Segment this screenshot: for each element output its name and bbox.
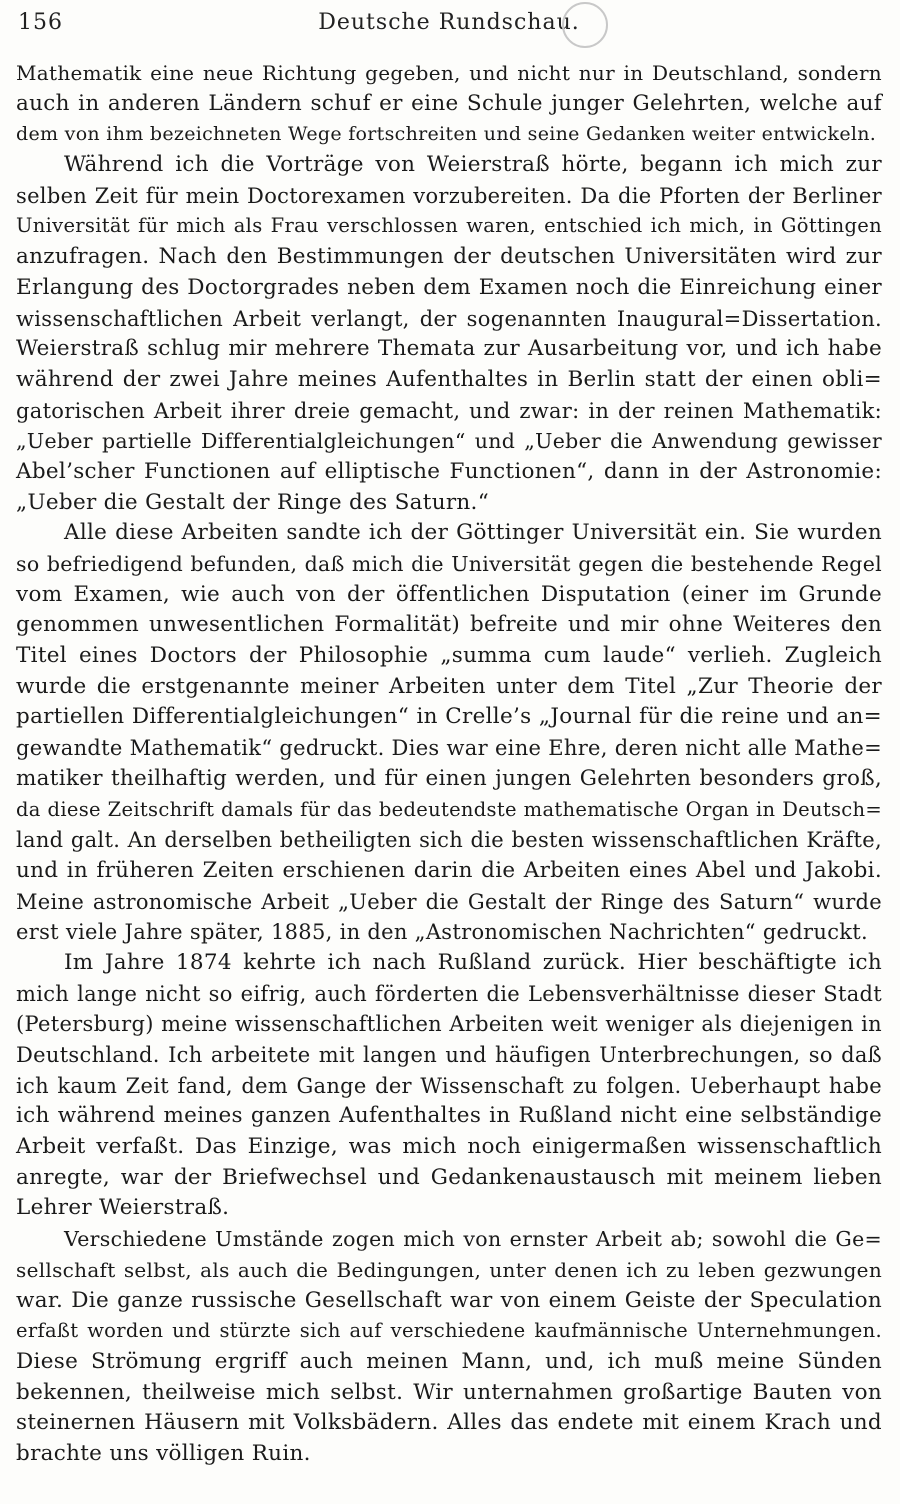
- text-line: Arbeit verfaßt. Das Einzige, was mich noch einigermaßen wissenschaftlich: [16, 1134, 882, 1160]
- body-text: [16, 58, 882, 1470]
- text-line: mich lange nicht so eifrig, auch förderten die Lebensverhältnisse dieser Stadt: [16, 981, 882, 1006]
- text-line: Abel’scher Functionen auf elliptische Functionen“, dann in der Astronomie:: [16, 458, 882, 484]
- text-line: Titel eines Doctors der Philosophie „summa cum laude“ verlieh. Zugleich: [16, 643, 882, 669]
- text-line: sellschaft selbst, als auch die Bedingungen, unter denen ich zu leben gezwungen: [16, 1257, 882, 1282]
- text-line: während der zwei Jahre meines Aufenthaltes in Berlin statt der einen obli=: [16, 366, 882, 392]
- text-line: genommen unwesentlichen Formalität) befreite und mir ohne Weiteres den: [16, 612, 882, 638]
- text-line: Weierstraß schlug mir mehrere Themata zur Ausarbeitung vor, und ich habe: [16, 336, 882, 362]
- text-line: land galt. An derselben betheiligten sich die besten wissenschaftlichen Kräfte,: [16, 828, 882, 853]
- text-line: Deutschland. Ich arbeitete mit langen und häufigen Unterbrechungen, so daß: [16, 1043, 882, 1067]
- text-line: Meine astronomische Arbeit „Ueber die Gestalt der Ringe des Saturn“ wurde: [16, 889, 882, 914]
- text-line: anregte, war der Briefwechsel und Gedankenaustausch mit meinem lieben: [16, 1164, 882, 1190]
- text-line: so befriedigend befunden, daß mich die Universität gegen die bestehende Regel: [16, 552, 882, 576]
- text-line: Verschiedene Umstände zogen mich von ernster Arbeit ab; sowohl die Ge=: [64, 1227, 882, 1252]
- text-line: und in früheren Zeiten erschienen darin die Arbeiten eines Abel und Jakobi.: [16, 857, 882, 883]
- text-line: partiellen Differentialgleichungen“ in Crelle’s „Journal für die reine und an=: [16, 704, 882, 730]
- text-line: anzufragen. Nach den Bestimmungen der deutschen Universitäten wird zur: [16, 244, 882, 270]
- text-line: bekennen, theilweise mich selbst. Wir unternahmen großartige Bauten von: [16, 1379, 882, 1405]
- journal-title: Deutsche Rundschau.: [318, 10, 580, 35]
- text-line: ich kaum Zeit fand, dem Gange der Wissenschaft zu folgen. Ueberhaupt habe: [16, 1073, 882, 1098]
- text-line: Mathematik eine neue Richtung gegeben, und nicht nur in Deutschland, sondern: [16, 61, 882, 85]
- text-line: brachte uns völligen Ruin.: [16, 1440, 311, 1466]
- text-line: wurde die erstgenannte meiner Arbeiten unter dem Titel „Zur Theorie der: [16, 673, 882, 699]
- library-stamp-circle: [562, 2, 608, 48]
- text-line: erst viele Jahre später, 1885, in den „Astronomischen Nachrichten“ gedruckt.: [16, 920, 868, 945]
- text-line: Lehrer Weierstraß.: [16, 1195, 230, 1221]
- text-line: Alle diese Arbeiten sandte ich der Göttinger Universität ein. Sie wurden: [64, 520, 882, 546]
- text-line: gatorischen Arbeit ihrer dreie gemacht, und zwar: in der reinen Mathematik:: [16, 398, 882, 423]
- text-line: Universität für mich als Frau verschlossen waren, entschied ich mich, in Göttingen: [16, 214, 882, 238]
- text-line: wissenschaftlichen Arbeit verlangt, der sogenannten Inaugural=Dissertation.: [16, 306, 882, 331]
- text-line: auch in anderen Ländern schuf er eine Schule junger Gelehrten, welche auf: [16, 90, 882, 116]
- text-line: dem von ihm bezeichneten Wege fortschreiten und seine Gedanken weiter entwickeln.: [16, 123, 877, 146]
- text-line: ich während meines ganzen Aufenthaltes in Rußland nicht eine selbständige: [16, 1103, 882, 1129]
- page-number: 156: [18, 10, 63, 35]
- text-line: selben Zeit für mein Doctorexamen vorzubereiten. Da die Pforten der Berliner: [16, 183, 882, 208]
- text-line: gewandte Mathematik“ gedruckt. Dies war eine Ehre, deren nicht alle Mathe=: [16, 736, 882, 761]
- text-line: Im Jahre 1874 kehrte ich nach Rußland zurück. Hier beschäftigte ich: [64, 949, 882, 975]
- running-head: [18, 8, 880, 38]
- text-line: da diese Zeitschrift damals für das bedeutendste mathematische Organ in Deutsch=: [16, 797, 882, 821]
- text-line: Erlangung des Doctorgrades neben dem Examen noch die Einreichung einer: [16, 274, 882, 300]
- text-line: vom Examen, wie auch von der öffentlichen Disputation (einer im Grunde: [16, 581, 882, 607]
- text-line: Während ich die Vorträge von Weierstraß hörte, begann ich mich zur: [64, 152, 882, 178]
- text-line: erfaßt worden und stürzte sich auf verschiedene kaufmännische Unternehmungen.: [16, 1319, 882, 1343]
- text-line: Diese Strömung ergriff auch meinen Mann, und, ich muß meine Sünden: [16, 1348, 882, 1374]
- text-line: (Petersburg) meine wissenschaftlichen Arbeiten weit weniger als diejenigen in: [16, 1012, 882, 1037]
- text-line: war. Die ganze russische Gesellschaft war von einem Geiste der Speculation: [16, 1287, 882, 1313]
- text-line: „Ueber partielle Differentialgleichungen“ und „Ueber die Anwendung gewisser: [16, 429, 882, 454]
- text-line: „Ueber die Gestalt der Ringe des Saturn.“: [16, 489, 489, 515]
- text-line: steinernen Häusern mit Volksbädern. Alles das endete mit einem Krach und: [16, 1410, 882, 1436]
- text-line: matiker theilhaftig werden, und für einen jungen Gelehrten besonders groß,: [16, 765, 882, 791]
